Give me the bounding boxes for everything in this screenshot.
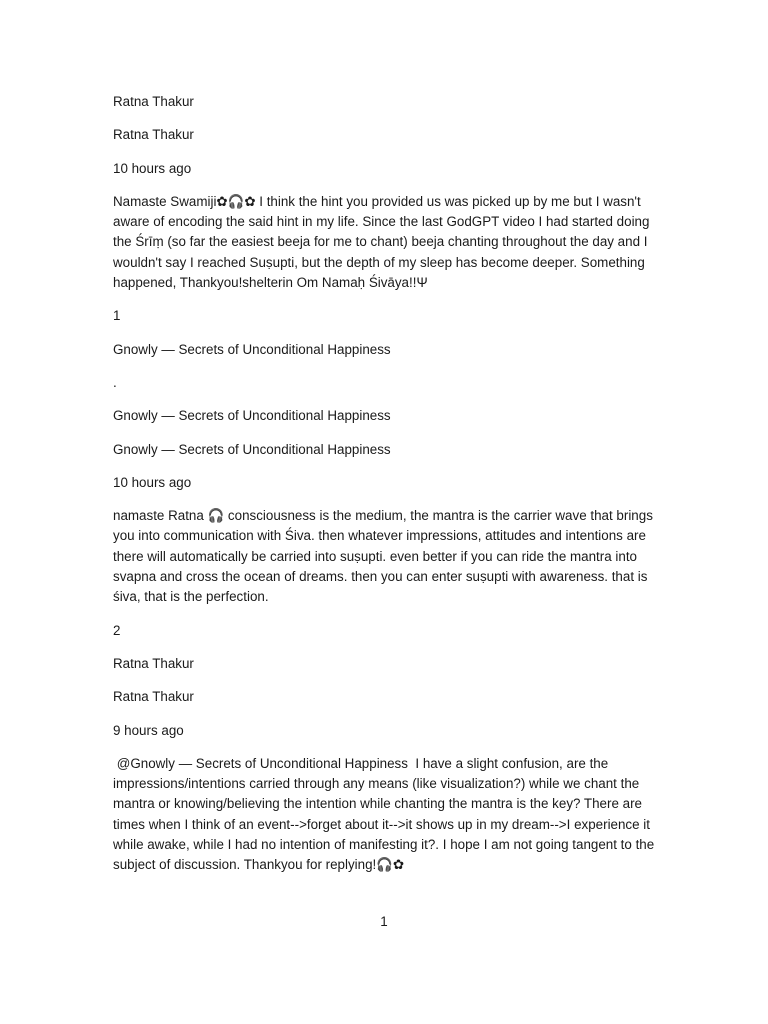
page-number: 1 <box>380 914 388 929</box>
comment-like-count: 1 <box>113 308 121 324</box>
comment-author: Ratna Thakur <box>113 655 194 671</box>
comment-author: Ratna Thakur <box>113 94 194 109</box>
separator-dot: . <box>113 374 117 390</box>
channel-name: Gnowly — Secrets of Unconditional Happiness <box>113 341 391 357</box>
comment-thread <box>113 92 663 876</box>
comment-text: namaste Ratna 🎧 consciousness is the medium, the mantra is the carrier wave that brings you into communication with Śiva. then whatever impressions, attitudes and intentions are there will automatically be carried into suṣupti. even better if you can ride the mantra into svapna and cross the ocean of dreams. then you can enter suṣupti with awareness. that is śiva, that is the perfection. <box>113 508 653 605</box>
comment-author: Gnowly — Secrets of Unconditional Happiness <box>113 408 391 424</box>
comment-text: Namaste Swamiji✿🎧✿ I think the hint you provided us was picked up by me but I wasn't aware of encoding the said hint in my life. Since the last GodGPT video I had started doing the Śrīṃ (so far the easiest beeja for me to chant) beeja chanting throughout the day and I wouldn't say I reached Suṣupti, but the depth of my sleep has become deeper. Something happened, Thankyou!shelterin Om Namaḥ Śivāya!!Ψ <box>113 193 650 291</box>
comment-timestamp: 10 hours ago <box>113 160 192 176</box>
comment-like-count: 2 <box>113 622 121 638</box>
comment-timestamp: 9 hours ago <box>113 722 184 738</box>
comment-text: @Gnowly — Secrets of Unconditional Happiness I have a slight confusion, are the impressions/intentions carried through any means (like visualization?) while we chant the mantra or knowing/believing the intention while chanting the mantra is the key? There are times when I think of an event-->forget about it-->it shows up in my dream-->I experience it while awake, while I had no intention of manifesting it?. I hope I am not going tangent to the subject of discussion. Thankyou for replying!🎧✿ <box>113 755 658 873</box>
comment-author-repeat: Gnowly — Secrets of Unconditional Happiness <box>113 441 391 457</box>
comment-author-repeat: Ratna Thakur <box>113 127 194 143</box>
comment-author-repeat: Ratna Thakur <box>113 689 194 705</box>
comment-timestamp: 10 hours ago <box>113 474 192 490</box>
